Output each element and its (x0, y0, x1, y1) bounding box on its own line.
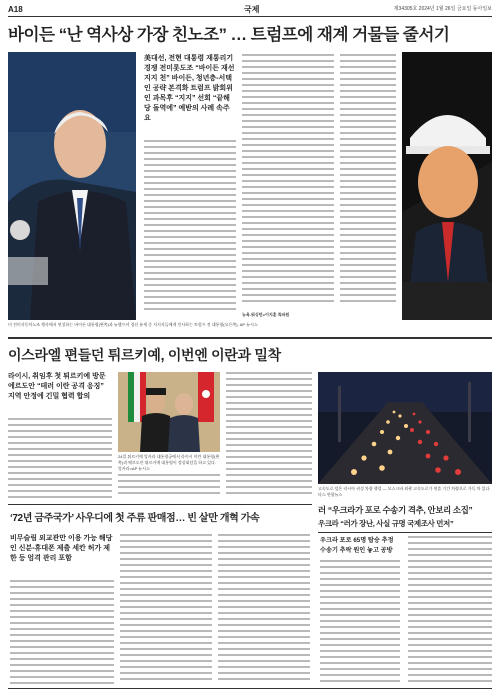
traffic-photo (318, 372, 492, 484)
story3-subhead: 우크라 “러가 장난, 사실 규명 국제조사 먼저” (318, 519, 454, 528)
story3-caption: 고속도로 덮은 러시아 귀성 차량 행렬 — 모스크바 외곽 고속도로가 연휴 기간 차량으로 가득 차 있다. 타스 연합뉴스 (318, 486, 491, 497)
story3-body-col2 (408, 536, 492, 686)
story5-subhead: 수송기 추락 원인 놓고 공방 (320, 547, 393, 554)
story1-headline: 바이든 “난 역사상 가장 친노조” … 트럼프에 재계 거물들 줄서기 (8, 25, 450, 44)
story1-caption: 미 전미자동차노조 행사에서 연설하는 바이든 대통령(왼쪽)과 뉴햄프셔 경선 유세 중 지지자들에게 인사하는 트럼프 전 대통령(오른쪽). AP 뉴시스 (8, 322, 258, 327)
story1-body-col1 (144, 140, 236, 312)
story-rule-3 (318, 532, 492, 533)
story1-subhead: 美대선, 전현 대통령 재통리기 경쟁 전미롯도조 “바이든 재선지지 천” 바이든, 청년층-서택인 공략 본격화 트럼프 밝회위인 과목후 “지지” 선회 “끝해당 돌역에” 예받의 사례 속주요 (144, 55, 235, 122)
story2-caption: 24일 튀르키예 앙카라 대통령궁에서 라이시 이란 대통령(왼쪽)과 에르도안 튀르키예 대통령이 정상회담을 하고 있다. 앙카라=AP 뉴시스 (118, 454, 220, 471)
story3-headline: 러 “우크라가 포로 수송기 격추, 안보리 소집” (318, 505, 473, 515)
story-rule-1 (8, 337, 492, 339)
biden-photo (8, 52, 136, 320)
story1-byline: 뉴욕-워싱턴=이지훈 특파원 (242, 312, 290, 317)
story1-body-col2 (242, 54, 334, 310)
story2-subhead: 라이시, 취임후 첫 튀르키예 방문 에르도안 “테러 이란 공격 응징” 지역 안정에 긴밀 협력 합의 (8, 373, 106, 400)
leaders-photo (118, 372, 220, 452)
story4-body-col3 (218, 534, 310, 686)
story4-headline: ‘72년 금주국가’ 사우디에 첫 주류 판매점… 빈 살만 개혁 가속 (10, 513, 260, 524)
story5-body-col1 (320, 560, 400, 686)
story1-body-col3 (340, 54, 396, 310)
story2-headline: 이스라엘 편들던 튀르키예, 이번엔 이란과 밀착 (8, 347, 281, 363)
story4-subhead: 비무슬림 외교관만 이용 가능 해당 인 신분-휴대폰 제출 세칸 허가 제한 등 엄격 관리 포함 (10, 535, 113, 562)
issue-info: 제34305호 2024년 1월 26일 금요일 동아일보 (393, 6, 492, 12)
story5-headline: 우크라 포로 65명 탑승 추정 (320, 537, 394, 544)
page-number: A18 (8, 5, 23, 14)
story4-body-col2 (120, 534, 212, 686)
story2-body-col2 (118, 474, 220, 500)
story2-body-col1 (8, 418, 112, 500)
trump-photo (402, 52, 492, 320)
section-name: 국제 (244, 5, 260, 14)
footer-rule (8, 688, 492, 689)
story4-body-col1 (10, 580, 114, 686)
story-rule-2 (8, 504, 312, 505)
story2-body-col3 (226, 372, 312, 500)
header-rule (8, 16, 492, 17)
page-header (8, 2, 492, 16)
